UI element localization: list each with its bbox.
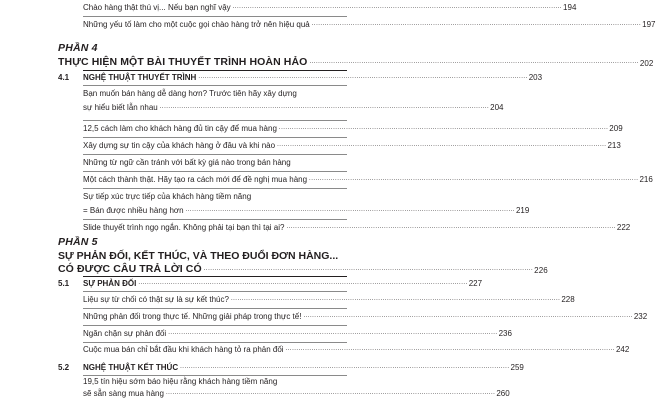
divider [83,120,347,121]
entry-title-line2: sẽ sẵn sàng mua hàng [83,389,164,398]
entry-page: 219 [515,206,530,215]
toc-entry[interactable] [83,329,512,338]
leader-dots: ........................................................................................................................................................ [309,176,639,182]
toc-section[interactable] [83,363,524,372]
toc-entry[interactable] [83,312,648,321]
divider [83,70,347,71]
part-page: 202 [639,59,654,68]
divider [83,85,347,86]
divider [83,342,347,343]
entry-title: Những yếu tố làm cho một cuộc gọi chào hàng trở nên hiệu quả [83,20,310,29]
part-title-text: THỰC HIỆN MỘT BÀI THUYẾT TRÌNH HOÀN HẢO [58,56,308,68]
leader-dots: ........................................................................................................................................................ [159,104,490,110]
toc-entry[interactable] [83,192,530,215]
entry-page: 209 [609,124,623,133]
leader-dots: ........................................................................................................................................................ [232,4,563,10]
divider [83,137,347,138]
toc-entry[interactable] [83,89,504,112]
entry-title-line2: sự hiểu biết lẫn nhau [83,103,158,112]
divider [83,154,347,155]
toc-entry[interactable] [83,223,631,232]
leader-dots: ........................................................................................................................................................ [185,207,515,213]
leader-dots: ........................................................................................................................................................ [286,224,616,230]
entry-title: Những từ ngữ cần tránh với bất kỳ giá nào trong bán hàng [83,158,291,167]
part-title[interactable] [58,56,654,68]
entry-title: Liệu sự từ chối có thật sự là sự kết thúc? [83,295,229,304]
section-title: NGHỆ THUẬT KẾT THÚC [83,363,179,372]
part-title-text: CÓ ĐƯỢC CÂU TRẢ LỜI CÓ [58,263,202,275]
entry-page: 242 [615,345,630,354]
section-page: 203 [528,73,543,82]
leader-dots: ........................................................................................................................................................ [230,296,561,302]
entry-page: 216 [639,175,653,184]
toc-entry[interactable] [83,20,656,29]
divider [83,188,347,189]
entry-page: 204 [490,103,504,112]
toc-entry[interactable] [83,3,577,12]
leader-dots: ........................................................................................................................................................ [165,390,496,396]
section-title: SỰ PHẢN ĐỐI [83,279,137,288]
part-page: 226 [534,266,548,275]
entry-title: Xây dựng sự tin cậy của khách hàng ở đâu và khi nào [83,141,276,150]
leader-dots: ........................................................................................................................................................ [309,59,639,65]
toc-entry[interactable] [83,175,653,184]
entry-title-line1: 19,5 tín hiệu sớm báo hiệu rằng khách hàng tiềm năng [83,377,278,386]
toc-entry[interactable] [83,124,623,133]
divider [83,291,347,292]
toc-section[interactable] [83,73,543,82]
section-page: 227 [468,279,483,288]
entry-title: Cuộc mua bán chỉ bắt đầu khi khách hàng tỏ ra phản đối [83,345,284,354]
divider [83,171,347,172]
leader-dots: ........................................................................................................................................................ [198,74,528,80]
entry-page: 222 [616,223,631,232]
entry-page: 260 [496,389,510,398]
leader-dots: ........................................................................................................................................................ [311,21,642,27]
entry-title-line1: Bạn muốn bán hàng dễ dàng hơn? Trước tiên hãy xây dựng [83,89,297,98]
entry-title-line1: Sự tiếp xúc trực tiếp của khách hàng tiềm năng [83,192,252,201]
part-label: PHẦN 5 [58,236,98,248]
entry-page: 194 [563,3,577,12]
leader-dots: ........................................................................................................................................................ [180,364,510,370]
leader-dots: ........................................................................................................................................................ [168,330,498,336]
toc-section[interactable] [83,279,483,288]
section-number: 5.1 [58,279,70,288]
section-page: 259 [510,363,524,372]
toc-entry[interactable] [83,295,575,304]
entry-title: Những phản đối trong thực tế. Những giải pháp trong thực tế! [83,312,302,321]
entry-title: Chào hàng thật thú vị... Nếu bạn nghĩ vậy [83,3,231,12]
entry-title: Slide thuyết trình ngọ ngắn. Không phải tại bạn thì tại ai? [83,223,285,232]
entry-page: 197 [642,20,656,29]
leader-dots: ........................................................................................................................................................ [203,266,534,272]
divider [83,16,347,17]
divider [83,375,347,376]
section-number: 4.1 [58,73,70,82]
leader-dots: ........................................................................................................................................................ [138,280,468,286]
entry-title: Ngăn chặn sự phản đối [83,329,167,338]
divider [83,219,347,220]
leader-dots: ........................................................................................................................................................ [277,142,607,148]
toc-entry[interactable] [83,345,630,354]
entry-page: 228 [561,295,575,304]
section-number: 5.2 [58,363,70,372]
part-label: PHẦN 4 [58,42,98,54]
entry-title: 12,5 cách làm cho khách hàng đủ tin cậy để mua hàng [83,124,277,133]
divider [83,308,347,309]
entry-page: 213 [607,141,621,150]
part-title[interactable] [58,263,548,275]
entry-title-line2: = Bán được nhiều hàng hơn [83,206,184,215]
toc-entry[interactable] [83,377,510,398]
leader-dots: ........................................................................................................................................................ [285,346,615,352]
entry-title: Một cách thành thật. Hãy tạo ra cách mới để đề nghị mua hàng [83,175,308,184]
divider [83,325,347,326]
part-title-line1: SỰ PHẢN ĐỐI, KẾT THÚC, VÀ THEO ĐUỔI ĐƠN HÀNG... [58,250,339,262]
toc-entry[interactable] [83,158,347,167]
entry-page: 232 [633,312,648,321]
section-title: NGHỆ THUẬT THUYẾT TRÌNH [83,73,197,82]
toc-entry[interactable] [83,141,621,150]
leader-dots: ........................................................................................................................................................ [303,313,633,319]
leader-dots: ........................................................................................................................................................ [278,125,609,131]
entry-page: 236 [498,329,512,338]
divider [83,276,347,277]
